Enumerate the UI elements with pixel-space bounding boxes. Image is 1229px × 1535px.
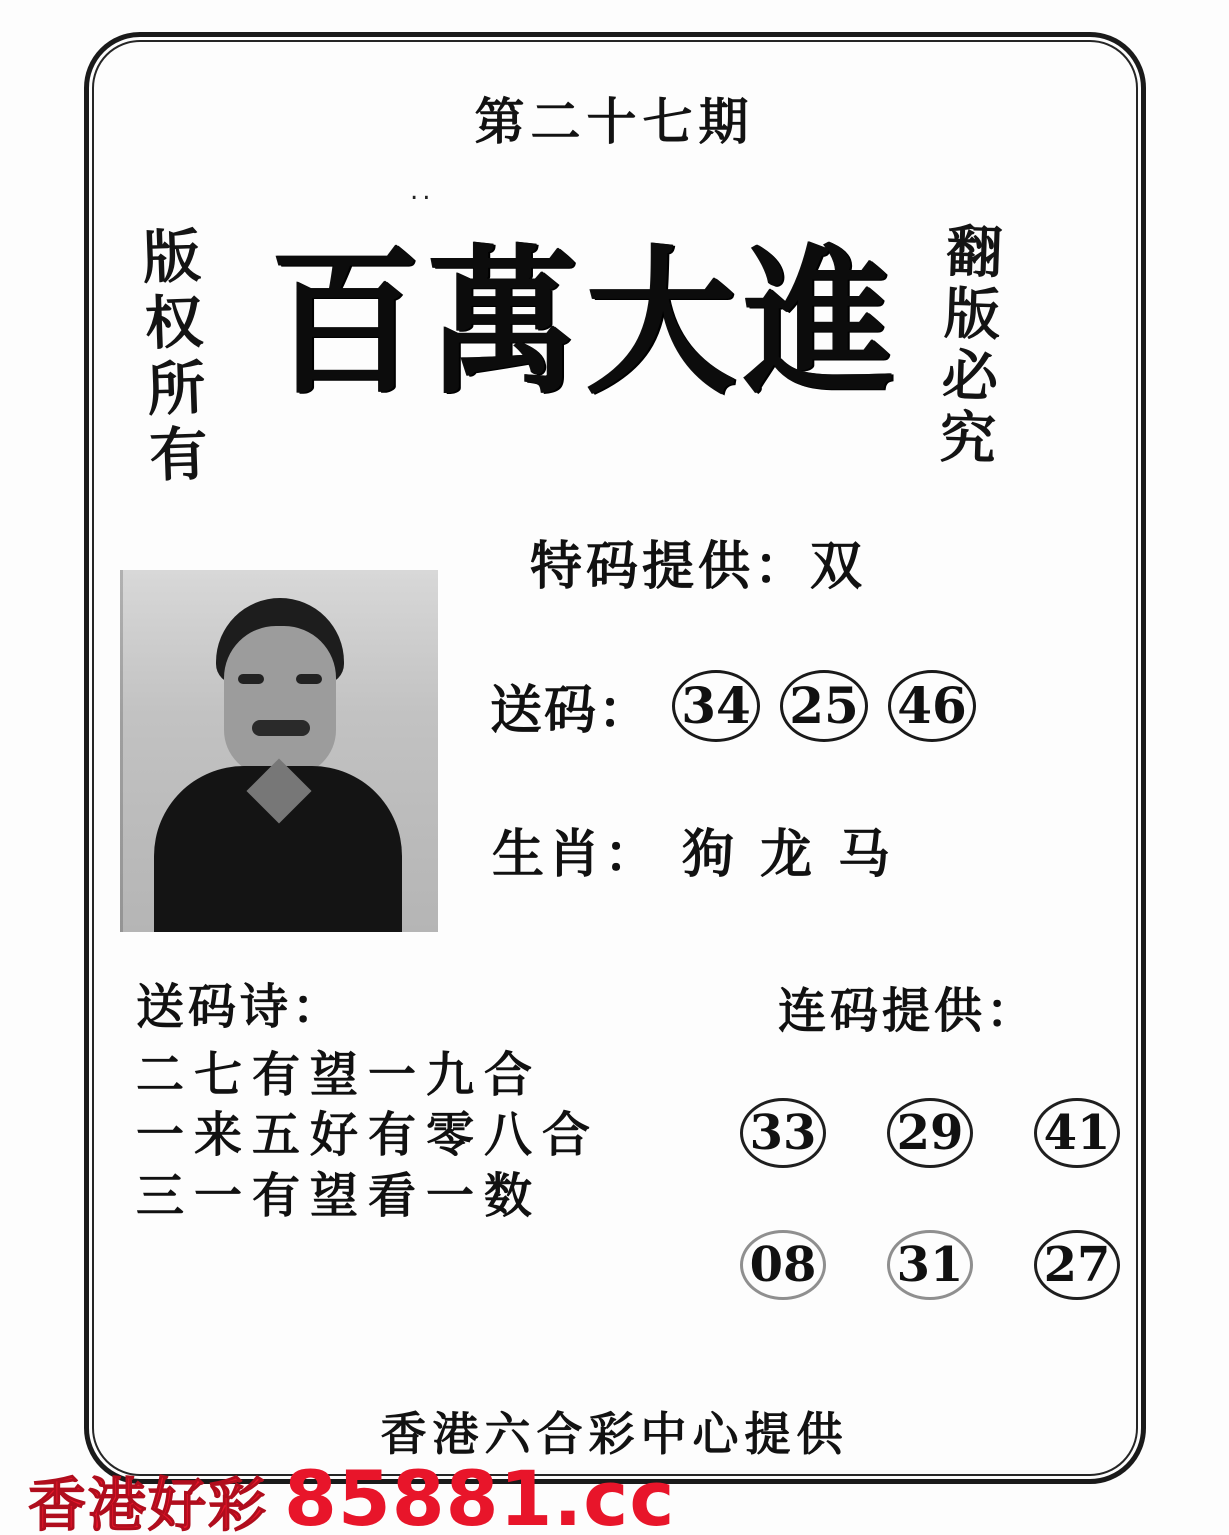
special-code-line: 特码提供：双 (530, 536, 867, 597)
lianma-number: 31 (887, 1230, 973, 1300)
send-code-label: 送码： (490, 680, 653, 741)
zodiac-item: 龙 (760, 824, 817, 885)
copyright-right-text: 翻版必究 (929, 220, 1005, 472)
poem-line: 一来五好有零八合 (136, 1107, 601, 1164)
lianma-row (740, 1098, 1120, 1168)
issue-dots: .. (410, 176, 435, 206)
lianma-number: 41 (1034, 1098, 1120, 1168)
issue-title: 第二十七期 (474, 92, 755, 151)
portrait-face (224, 626, 336, 776)
lianma-number: 33 (740, 1098, 826, 1168)
lianma-row (740, 1230, 1120, 1300)
send-code-number: 34 (672, 670, 760, 742)
poster-brush-title: 百萬大進 (269, 229, 902, 417)
lianma-title: 连码提供： (778, 983, 1039, 1039)
poem-block (136, 968, 600, 1226)
lianma-number: 29 (887, 1098, 973, 1168)
zodiac-item: 狗 (682, 824, 739, 885)
poem-title: 送码诗： (136, 979, 345, 1035)
lianma-number: 08 (740, 1230, 826, 1300)
footer-source-text: 香港六合彩中心提供 (380, 1407, 849, 1461)
watermark-site-text: 85881.cc (284, 1454, 676, 1535)
portrait-eye-right (296, 674, 322, 684)
portrait-eye-left (238, 674, 264, 684)
lianma-number: 27 (1034, 1230, 1120, 1300)
send-code-row (490, 668, 976, 743)
zodiac-row (492, 812, 894, 887)
watermark (28, 1454, 675, 1535)
poem-line: 三一有望看一数 (136, 1167, 543, 1224)
send-code-number: 25 (780, 670, 868, 742)
poem-line: 二七有望一九合 (136, 1047, 543, 1103)
portrait-photo (120, 570, 438, 932)
lianma-grid (740, 1098, 1120, 1362)
portrait-moustache (252, 720, 310, 736)
copyright-left-text: 版权所有 (131, 224, 209, 492)
watermark-brand-text: 香港好彩 (28, 1471, 269, 1535)
zodiac-label: 生肖： (492, 824, 661, 885)
zodiac-item: 马 (838, 824, 895, 885)
send-code-number: 46 (888, 670, 976, 742)
